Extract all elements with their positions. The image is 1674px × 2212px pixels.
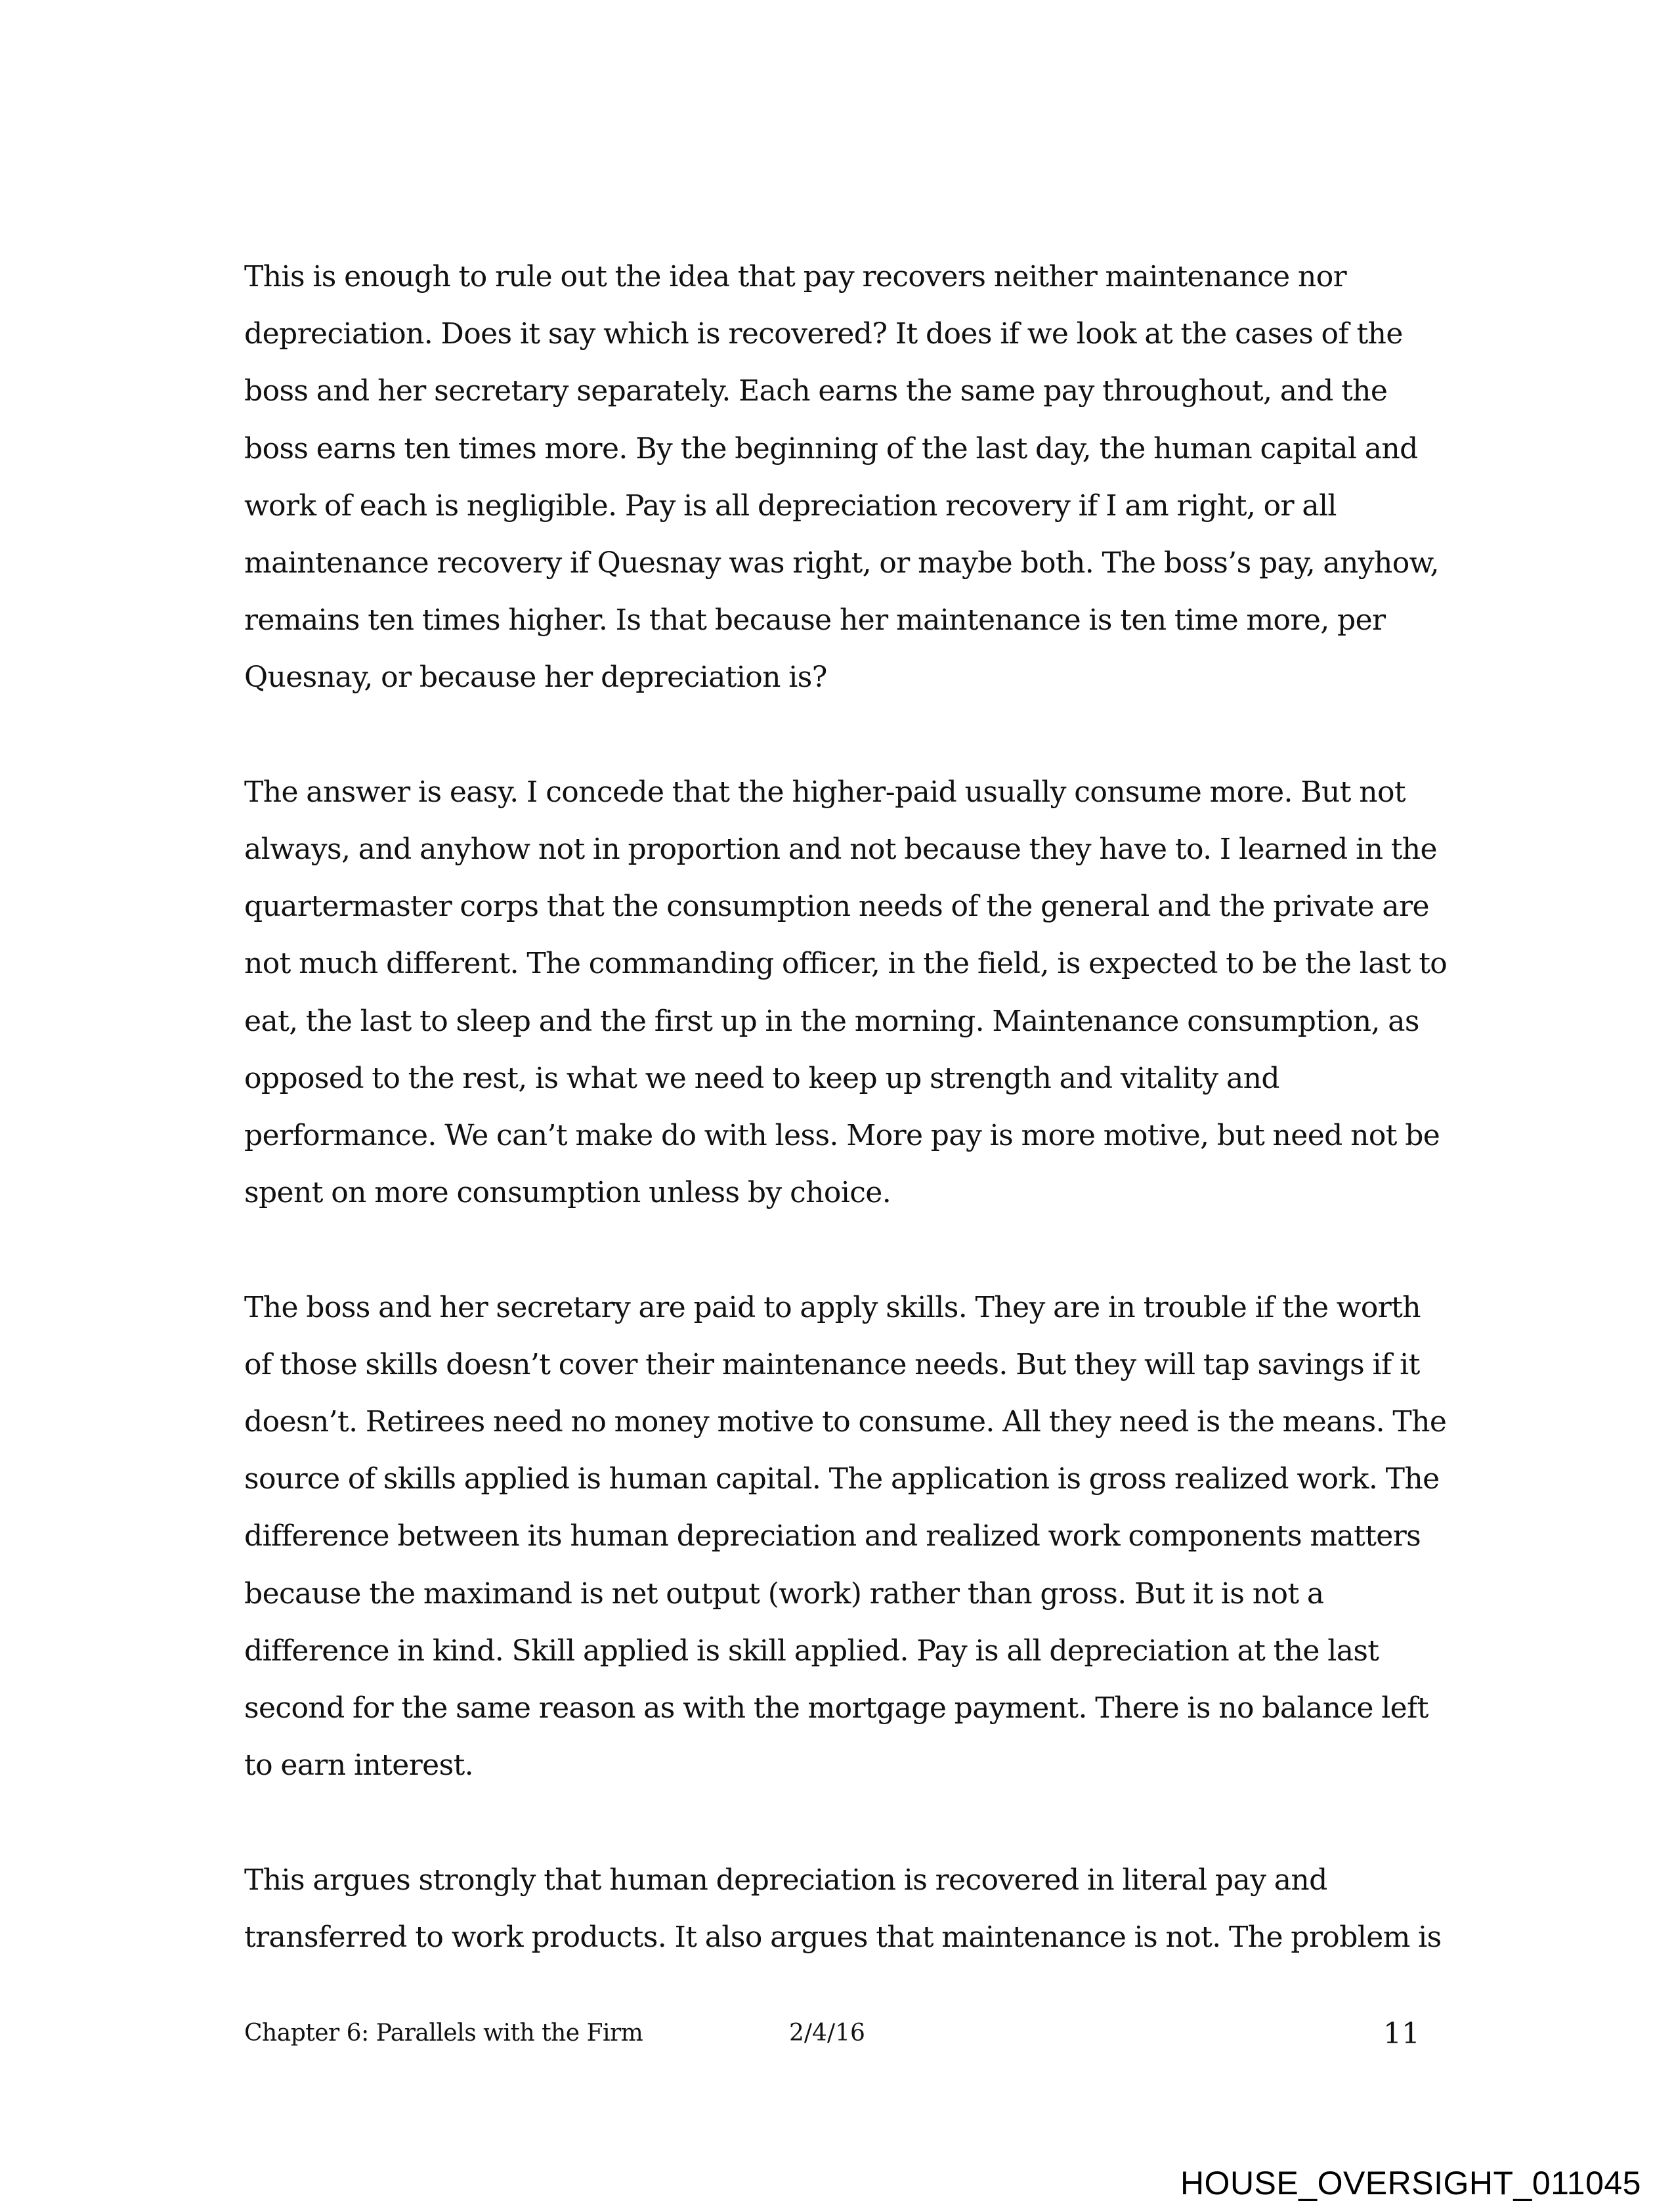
- page-footer: [244, 2016, 1426, 2055]
- text-line: This argues strongly that human depreciation is recovered in literal pay and: [244, 1863, 1327, 1897]
- text-line: doesn’t. Retirees need no money motive to consume. All they need is the means. The: [244, 1405, 1447, 1439]
- text-line: transferred to work products. It also argues that maintenance is not. The problem is: [244, 1920, 1442, 1954]
- text-line: depreciation. Does it say which is recovered? It does if we look at the cases of the: [244, 317, 1403, 351]
- text-line: work of each is negligible. Pay is all depreciation recovery if I am right, or all: [244, 488, 1337, 523]
- text-line: opposed to the rest, is what we need to keep up strength and vitality and: [244, 1061, 1279, 1095]
- paragraph-3: [244, 1279, 1447, 1794]
- text-line: spent on more consumption unless by choice.: [244, 1176, 891, 1210]
- text-line: maintenance recovery if Quesnay was right, or maybe both. The boss’s pay, anyhow,: [244, 546, 1439, 580]
- text-line: eat, the last to sleep and the first up in the morning. Maintenance consumption, as: [244, 1004, 1419, 1038]
- text-line: to earn interest.: [244, 1748, 474, 1783]
- text-line: second for the same reason as with the mortgage payment. There is no balance left: [244, 1691, 1428, 1725]
- text-line: Quesnay, or because her depreciation is?: [244, 661, 827, 695]
- text-line: The answer is easy. I concede that the higher-paid usually consume more. But not: [244, 775, 1406, 809]
- text-line: not much different. The commanding officer, in the field, is expected to be the last to: [244, 947, 1448, 981]
- text-line: quartermaster corps that the consumption needs of the general and the private are: [244, 890, 1429, 924]
- body-text: [244, 248, 1448, 2023]
- text-line: The boss and her secretary are paid to apply skills. They are in trouble if the worth: [244, 1290, 1421, 1324]
- paragraph-4: [244, 1852, 1442, 1966]
- text-line: remains ten times higher. Is that because her maintenance is ten time more, per: [244, 603, 1386, 638]
- footer-chapter-title: Chapter 6: Parallels with the Firm: [244, 2020, 643, 2047]
- text-line: because the maximand is net output (work) rather than gross. But it is not a: [244, 1576, 1324, 1611]
- bates-stamp: HOUSE_OVERSIGHT_011045: [1180, 2165, 1641, 2201]
- page-number: 11: [1383, 2017, 1420, 2050]
- text-line: performance. We can’t make do with less. More pay is more motive, but need not be: [244, 1119, 1440, 1153]
- text-line: difference in kind. Skill applied is skill applied. Pay is all depreciation at the last: [244, 1634, 1379, 1668]
- text-line: source of skills applied is human capital. The application is gross realized work. The: [244, 1462, 1440, 1496]
- paragraph-2: [244, 764, 1448, 1222]
- text-line: boss earns ten times more. By the beginning of the last day, the human capital and: [244, 431, 1418, 466]
- text-line: difference between its human depreciation and realized work components matters: [244, 1519, 1421, 1553]
- text-line: This is enough to rule out the idea that pay recovers neither maintenance nor: [244, 260, 1347, 293]
- text-line: of those skills doesn’t cover their maintenance needs. But they will tap savings if it: [244, 1347, 1420, 1381]
- text-line: always, and anyhow not in proportion and not because they have to. I learned in the: [244, 833, 1437, 867]
- footer-date: 2/4/16: [789, 2020, 865, 2047]
- text-line: boss and her secretary separately. Each earns the same pay throughout, and the: [244, 374, 1388, 408]
- paragraph-1: [244, 248, 1439, 706]
